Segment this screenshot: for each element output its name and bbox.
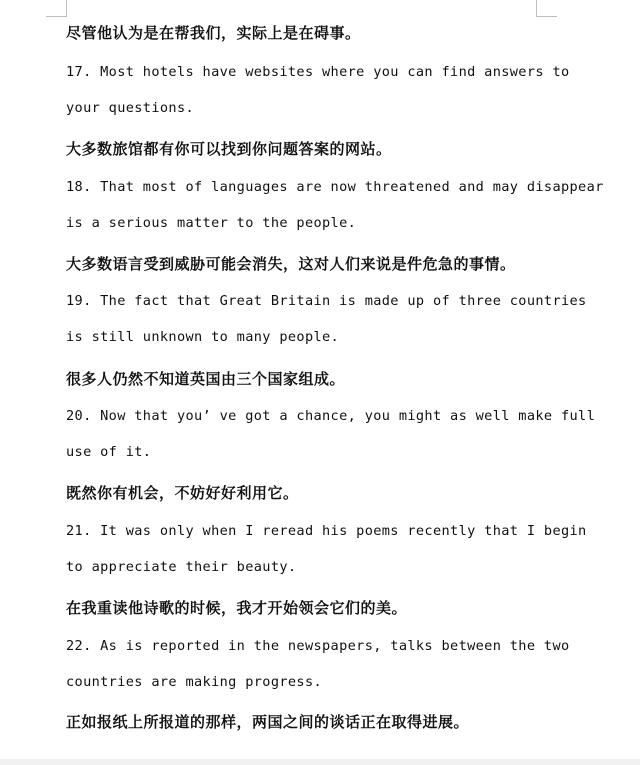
item-19-english-line-2: is still unknown to many people. [66,329,340,345]
item-19-chinese-translation: 很多人仍然不知道英国由三个国家组成。 [66,370,346,388]
page-corner-mark-left [46,0,67,17]
item-20-chinese-translation: 既然你有机会，不妨好好利用它。 [66,484,299,502]
item-19-english-line-1: 19. The fact that Great Britain is made up of three countries [66,293,587,309]
item-17-english-line-2: your questions. [66,100,195,116]
item-22-english-line-2: countries are making progress. [66,674,323,690]
translation-line: 尽管他认为是在帮我们，实际上是在碍事。 [66,24,361,42]
item-20-english-line-1: 20. Now that you’ ve got a chance, you might as well make full [66,408,596,424]
item-18-english-line-1: 18. That most of languages are now threatened and may disappear [66,179,604,195]
item-17-chinese-translation: 大多数旅馆都有你可以找到你问题答案的网站。 [66,140,392,158]
item-17-english-line-1: 17. Most hotels have websites where you can find answers to [66,64,570,80]
item-22-english-line-1: 22. As is reported in the newspapers, talks between the two [66,638,570,654]
page-corner-mark-right [536,0,557,17]
item-21-chinese-translation: 在我重读他诗歌的时候，我才开始领会它们的美。 [66,599,408,617]
item-21-english-line-2: to appreciate their beauty. [66,559,297,575]
item-20-english-line-2: use of it. [66,444,152,460]
item-21-english-line-1: 21. It was only when I reread his poems recently that I begin [66,523,587,539]
item-22-chinese-translation: 正如报纸上所报道的那样，两国之间的谈话正在取得进展。 [66,713,470,731]
page-bottom-edge [0,759,640,765]
item-18-english-line-2: is a serious matter to the people. [66,215,357,231]
item-18-chinese-translation: 大多数语言受到威胁可能会消失，这对人们来说是件危急的事情。 [66,255,516,273]
